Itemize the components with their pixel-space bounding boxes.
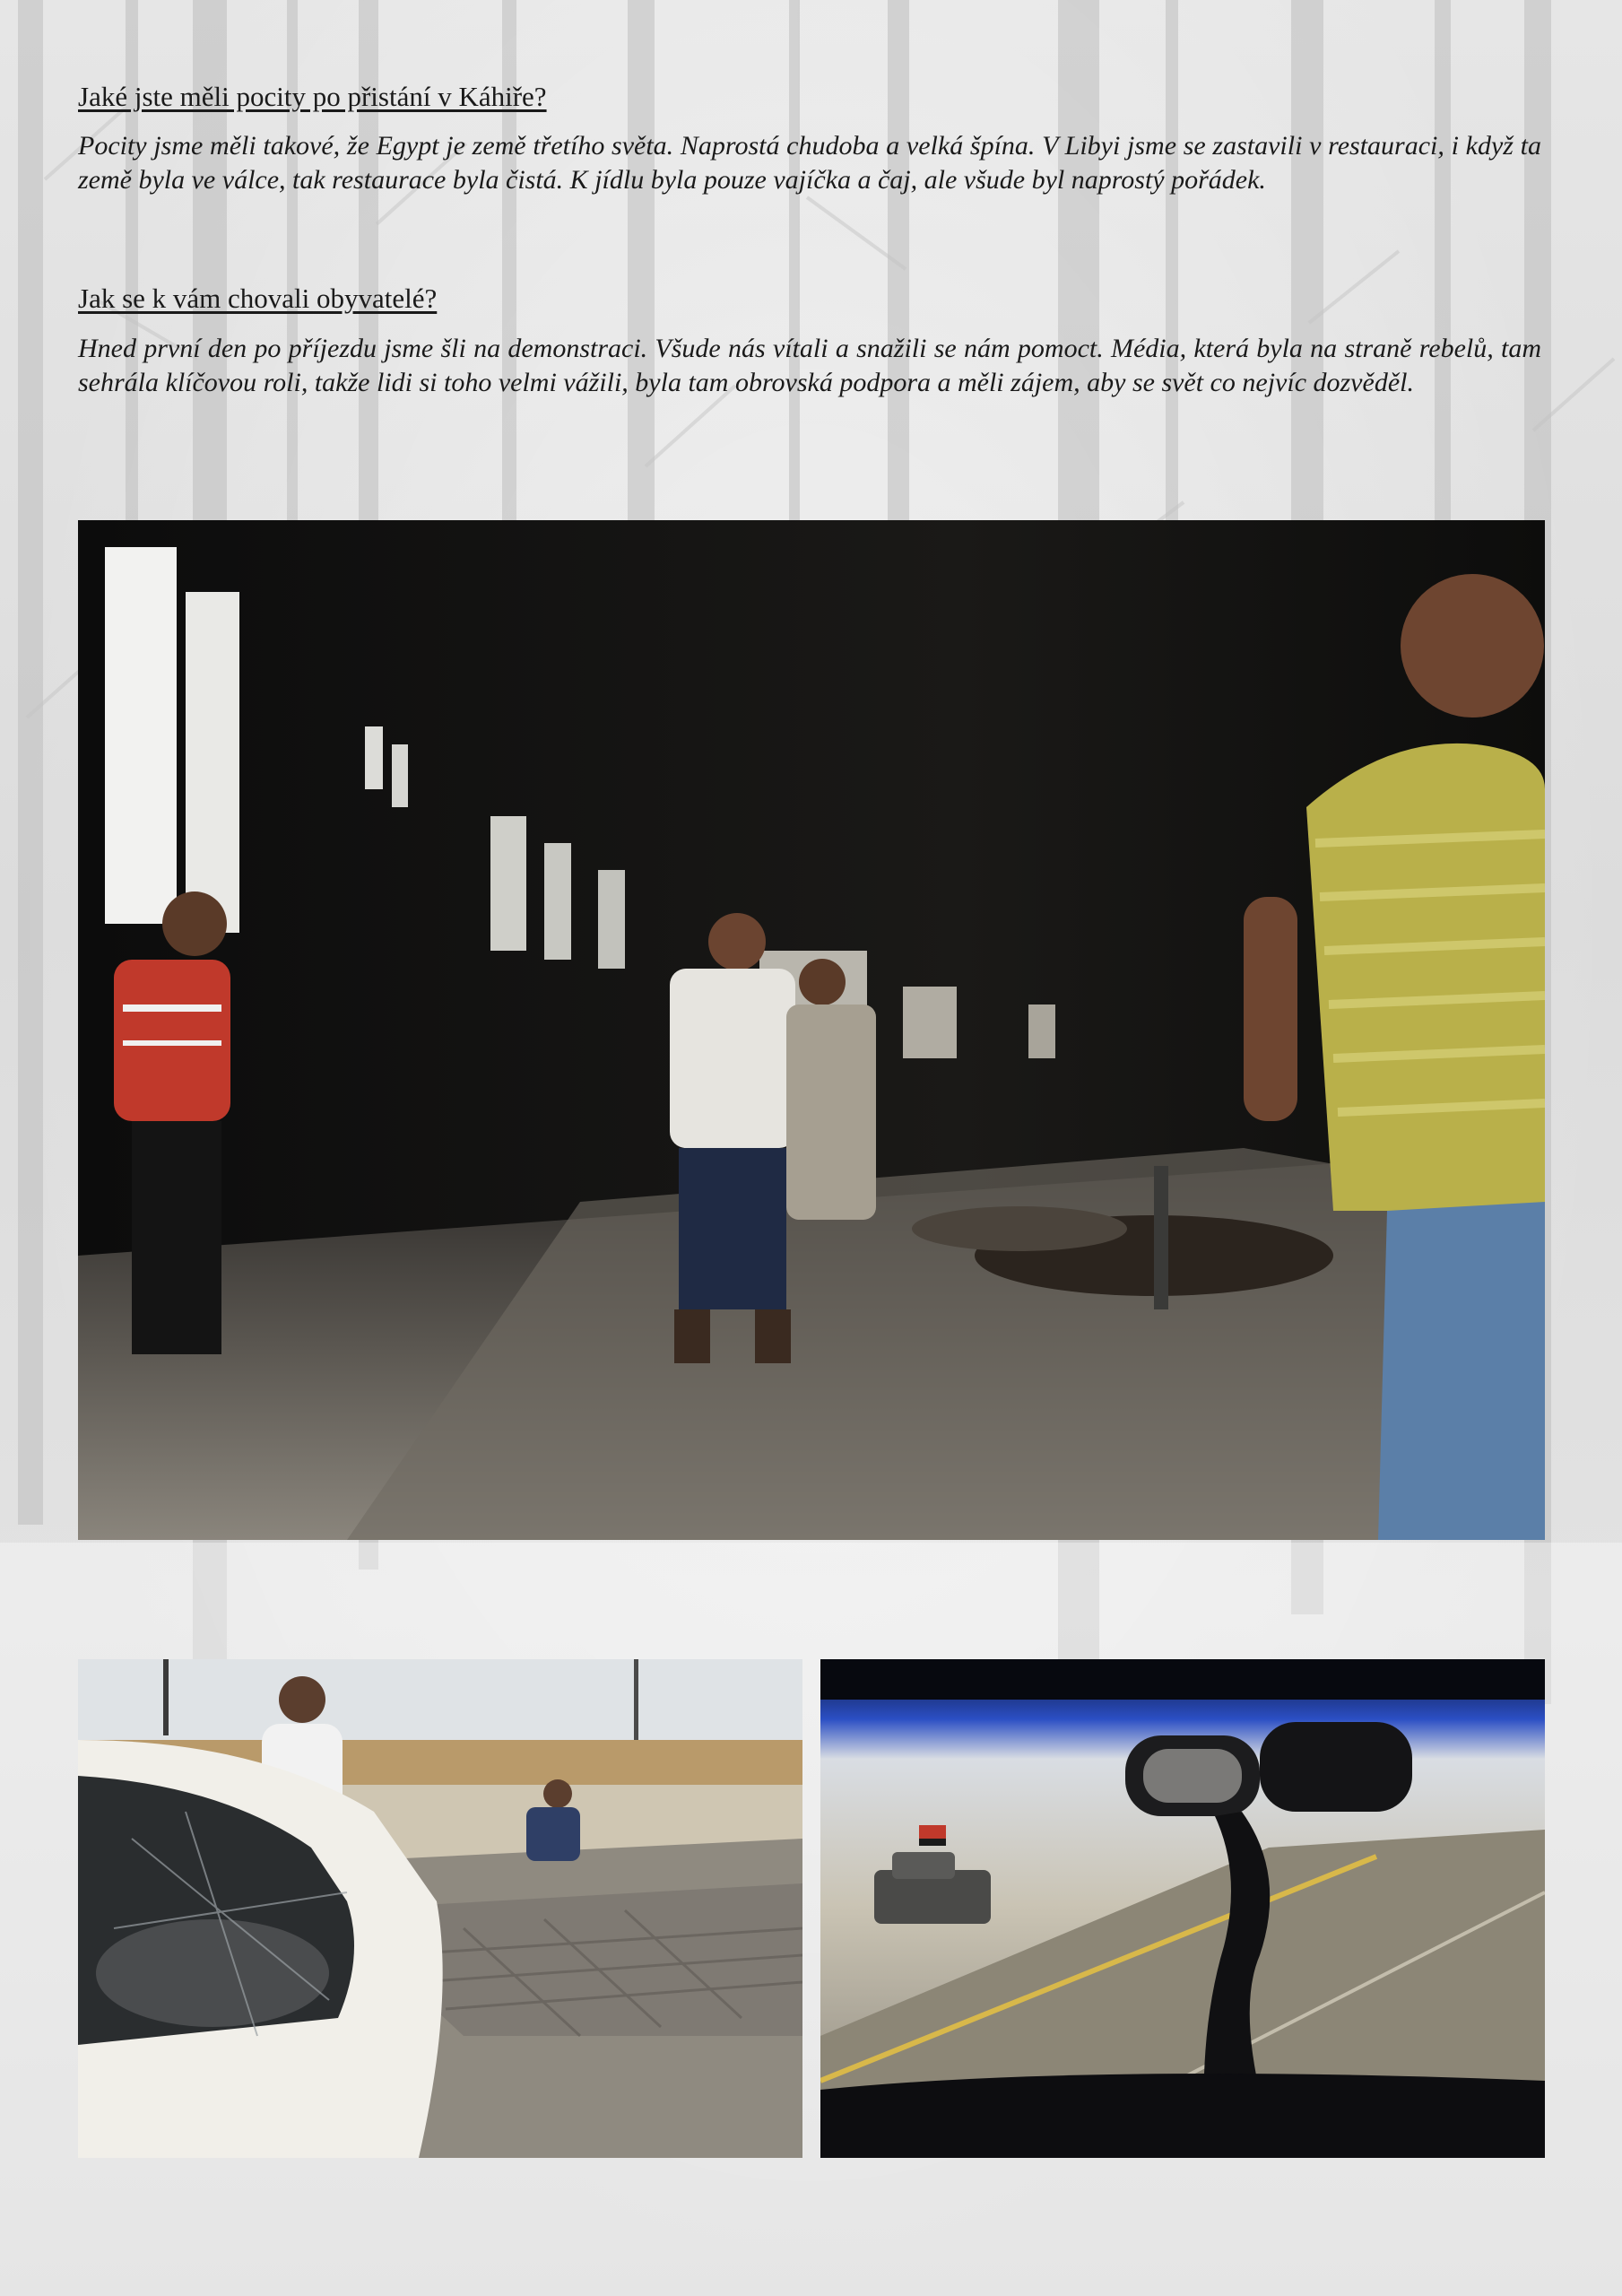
- photo-destroyed-car-street: [78, 1659, 802, 2158]
- question-residents-behavior: Jak se k vám chovali obyvatelé?: [78, 283, 438, 314]
- photo-children-ruined-hall: [78, 520, 1545, 1540]
- question-cairo-feelings: Jaké jste měli pocity po přistání v Káhiře?: [78, 81, 547, 112]
- answer-cairo-feelings: Pocity jsme měli takové, že Egypt je země třetího světa. Naprostá chudoba a velká špína. V Libyi jsme se zastavili v restauraci, i když ta země byla ve válce, tak restaurace byla čistá. K jídlu byla pouze vajíčka a čaj, ale všude byl naprostý pořádek.: [78, 131, 1541, 195]
- photo-road-windshield: [820, 1659, 1545, 2158]
- answer-residents-behavior: Hned první den po příjezdu jsme šli na demonstraci. Všude nás vítali a snažili se nám pomoct. Média, která byla na straně rebelů, tam sehrála klíčovou roli, takže lidi si toho velmi vážili, byla tam obrovská podpora a měli zájem, aby se svět co nejvíc dozvěděl.: [78, 334, 1541, 397]
